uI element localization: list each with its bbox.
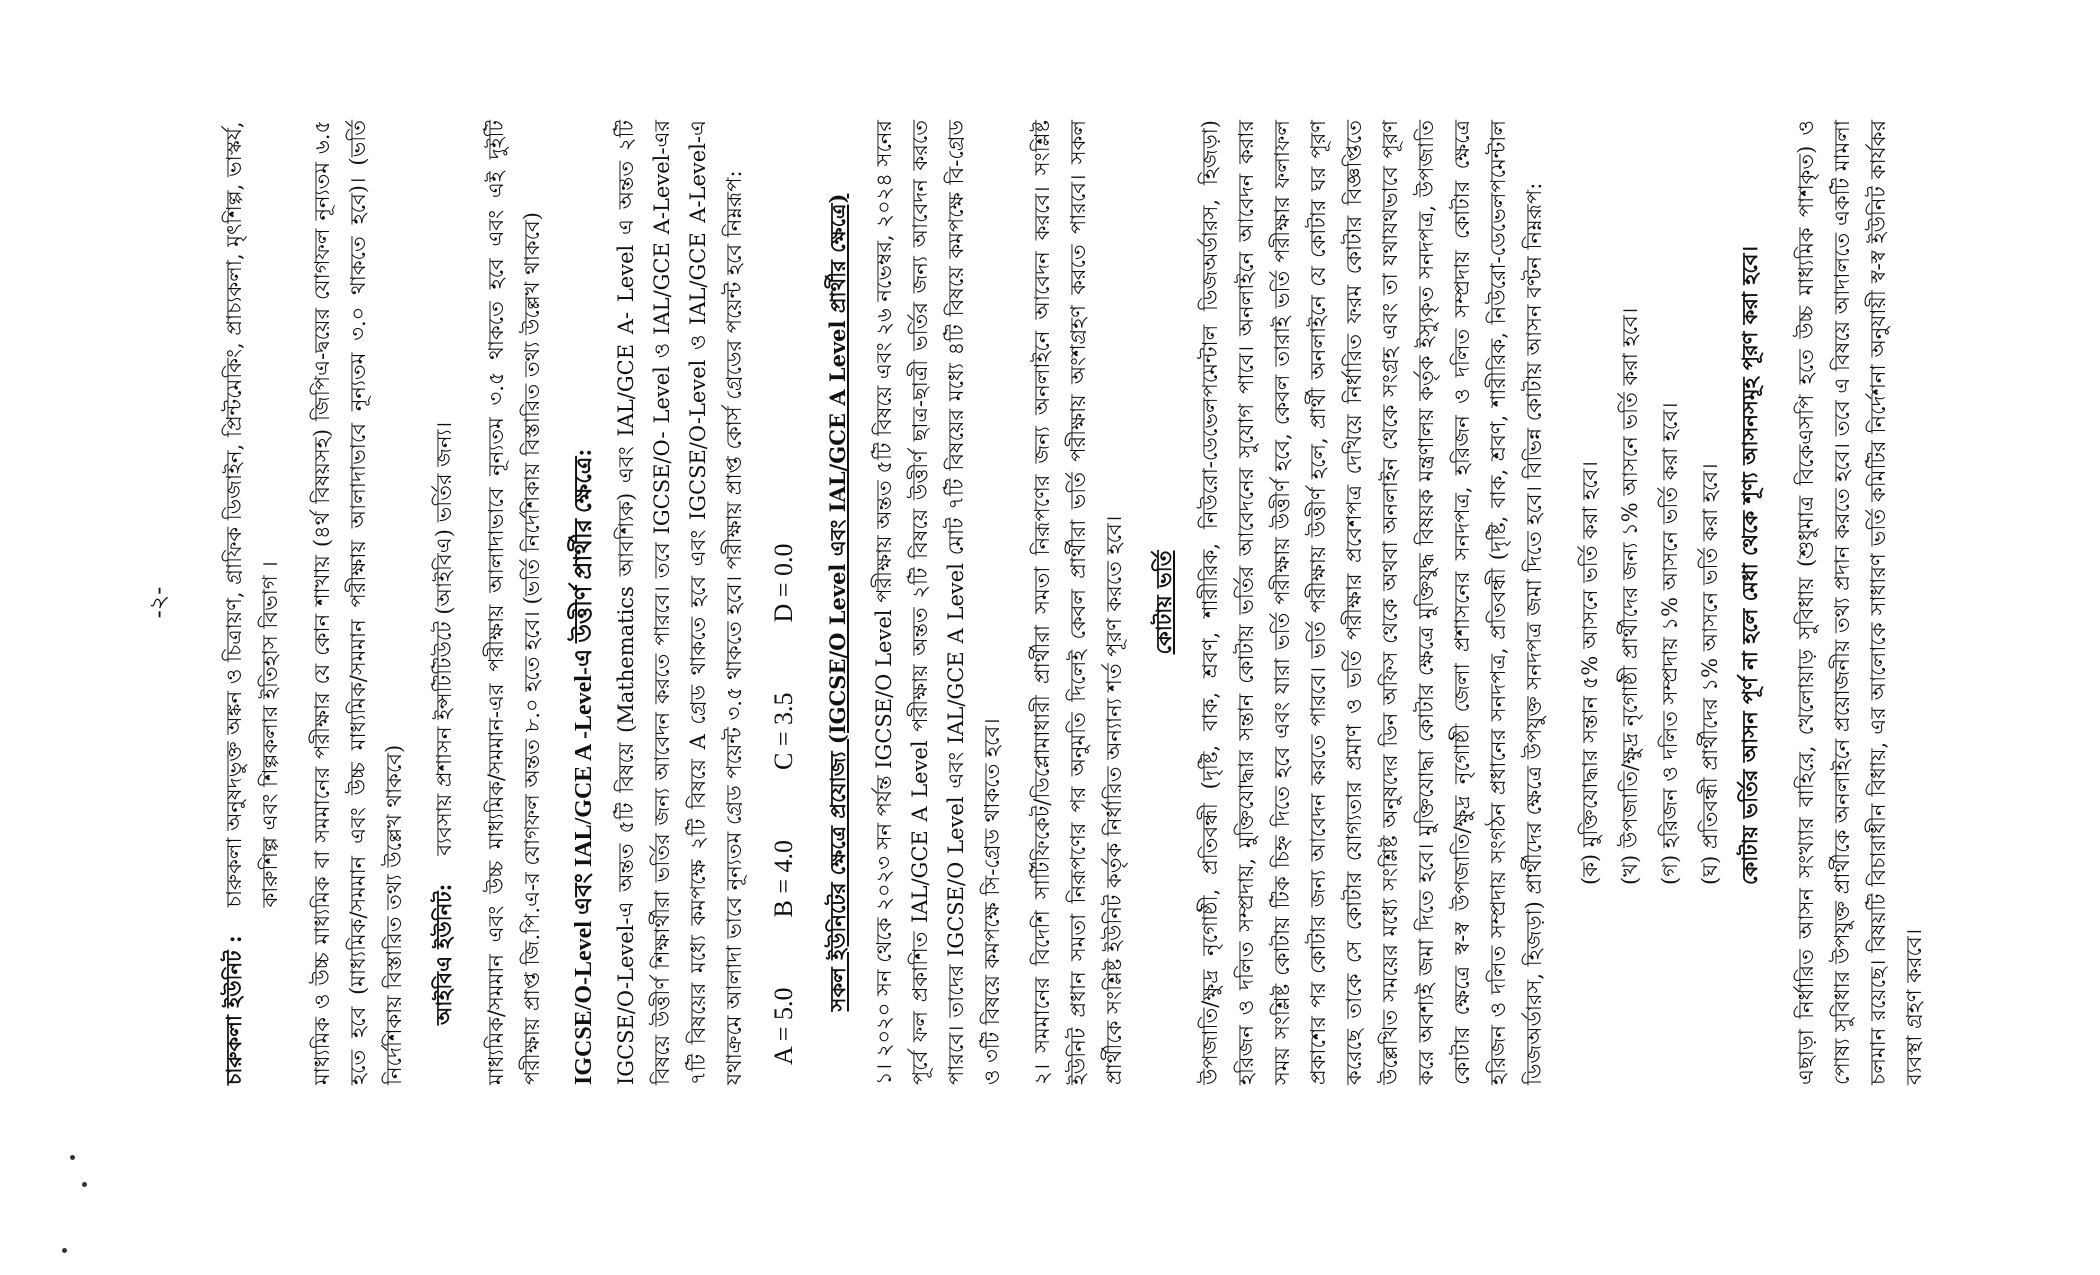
quota-item: (গ) হরিজন ও দলিত সম্প্রদায় ১% আসনে ভর্তি করা হবে। <box>1658 402 1682 885</box>
iba-label: আইবিএ ইউনিট: <box>431 883 456 1025</box>
quota-note: কোটায় ভর্তির আসন পূর্ণ না হলে মেধা থেকে শূণ্য আসনসমূহ পূরণ করা হবে। <box>1737 246 1762 885</box>
grade-a: A = 5.0 <box>769 987 798 1065</box>
closing-paragraph: এছাড়া নির্ধারিত আসন সংখ্যার বাহিরে, খেলোয়াড় সুবিধায় (শুধুমাত্র বিকেএসপি হতে উচ্চ মাধ্যমিক পাশকৃত) ও পোষ্য সুবিধার উপযুক্ত প্রার্থীকে অনলাইনে প্রয়োজনীয় তথ্য প্রদান করতে হবে। তবে এ বিষয়ে আদালতে একটি মামলা চলমান রয়েছে। বিষয়টি বিচারাধীন বিধায়, এর আলোকে সাধারণ ভর্তি কমিটির নির্দেশনা অনুযায়ী স্ব-স্ব ইউনিট কার্যকর ব্যবস্থা গ্রহণ করবে। <box>1794 120 1926 1085</box>
quota-heading: কোটায় ভর্তি <box>1151 550 1176 655</box>
quota-item: (ঘ) প্রতিবন্ধী প্রার্থীদের ১% আসনে ভর্তি করা হবে। <box>1698 463 1722 885</box>
all-units-point-2: ২। সমমানের বিদেশি সার্টিফিকেট/ডিপ্লোমাধারী প্রার্থীরা সমতা নিরূপণের জন্য অনলাইনে আবেদন করবে। সংশ্লিষ্ট ইউনিট প্রধান সমতা নিরূপণের পর অনুমতি দিলেই কেবল প্রার্থীরা ভর্তি পরীক্ষায় অংশগ্রহণ করতে পারবে। সকল প্রার্থীকে সংশ্লিষ্ট ইউনিট কর্তৃক নির্ধারিত অন্যান্য শর্ত পূরণ করতে হবে। <box>1030 120 1126 1085</box>
igcse-text: IGCSE/O-Level-এ অন্তত ৫টি বিষয়ে (Mathematics আবশ্যিক) এবং IAL/GCE A- Level এ অন্তত ২টি বিষয়ে উত্তীর্ণ শিক্ষার্থীরা ভর্তির জন্য আবেদন করতে পারবে। তবে IGCSE/O- Level ও IAL/GCE A-Level-এর ৭টি বিষয়ের মধ্যে কমপক্ষে ২টি বিষয়ে A গ্রেড থাকতে হবে এবং IGCSE/O-Level ও IAL/GCE A-Level-এ যথাক্রমে আলাদা ভাবে নূন্যতম গ্রেড পয়েন্ট ৩.৫ থাকতে হবে। পরীক্ষায় প্রাপ্ত কোর্স গ্রেডের পয়েন্ট হবে নিম্নরূপ: <box>614 120 746 1085</box>
quota-item: (ক) মুক্তিযোদ্ধার সন্তান ৫% আসনে ভর্তি করা হবে। <box>1578 461 1602 885</box>
iba-text: ব্যবসায় প্রশাসন ইন্সটিটিউটে (আইবিএ) ভর্তির জন্য। <box>432 421 456 856</box>
iba-requirement: মাধ্যমিক/সমমান এবং উচ্চ মাধ্যমিক/সমমান-এর পরীক্ষায় আলাদাভাবে নূন্যতম ৩.৫ থাকতে হবে এবং এই দুইটি পরীক্ষায় প্রাপ্ত জি.পি.এ-র যোগফল অন্তত ৮.০ হতে হবে। (ভর্তি নির্দেশিকায় বিস্তারিত তথ্য উল্লেখ থাকবে) <box>484 120 544 1085</box>
quota-item: (খ) উপজাতি/ক্ষুদ্র নৃগোষ্ঠী প্রার্থীদের জন্য ১% আসনে ভর্তি করা হবে। <box>1618 307 1642 885</box>
charukala-unit <box>216 120 288 1085</box>
charukala-text: চারুকলা অনুষদভুক্ত অঙ্কন ও চিত্রায়ণ, গ্রাফিক ডিজাইন, প্রিন্টমেকিং, প্রাচ্যকলা, মৃৎশিল্প, ভাস্কর্য, কারুশিল্প এবং শিল্পকলার ইতিহাস বিভাগ । <box>222 121 282 908</box>
gpa-requirement: মাধ্যমিক ও উচ্চ মাধ্যমিক বা সমমানের পরীক্ষার যে কোন শাখায় (৪র্থ বিষয়সহ) জিপিএ-দ্বয়ের যোগফল নূন্যতম ৬.৫ হতে হবে (মাধ্যমিক/সমমান এবং উচ্চ মাধ্যমিক/সমমান পরীক্ষায় আলাদাভাবে নূন্যতম ৩.০ থাকতে হবে)। (ভর্তি নির্দেশিকায় বিস্তারিত তথ্য উল্লেখ থাকবে) <box>310 120 406 1085</box>
all-units-point-1: ১। ২০২০ সন থেকে ২০২৩ সন পর্যন্ত IGCSE/O Level পরীক্ষায় অন্তত ৫টি বিষয়ে এবং ২৬ নভেম্বর, ২০২৪ সনের পূর্বে ফল প্রকাশিত IAL/GCE A Level পরীক্ষায় অন্তত ২টি বিষয়ে উত্তীর্ণ ছাত্র-ছাত্রী ভর্তির জন্য আবেদন করতে পারবে। তাদের IGCSE/O Level এবং IAL/GCE A Level মোট ৭টি বিষয়ের মধ্যে ৪টি বিষয়ে কমপক্ষে বি-গ্রেড ও ৩টি বিষয়ে কমপক্ষে সি-গ্রেড থাকতে হবে। <box>872 120 1004 1085</box>
grade-d: D = 0.0 <box>769 543 798 623</box>
igcse-heading: IGCSE/O-Level এবং IAL/GCE A -Level-এ উত্তীর্ণ প্রার্থীর ক্ষেত্রে: <box>571 448 597 1085</box>
all-units-heading: সকল ইউনিটের ক্ষেত্রে প্রযোজ্য (IGCSE/O Level এবং IAL/GCE A Level প্রার্থীর ক্ষেত্রে) <box>825 193 850 1012</box>
iba-unit <box>426 120 462 1025</box>
charukala-label: চারুকলা ইউনিট : <box>221 935 246 1085</box>
page-number: -২- <box>144 586 172 619</box>
quota-text: উপজাতি/ক্ষুদ্র নৃগোষ্ঠী, প্রতিবন্ধী (দৃষ্টি, বাক, শ্রবণ, শারীরিক, নিউরো-ডেভেলপমেন্টাল ডিজঅর্ডারস, হিজড়া) হরিজন ও দলিত সম্প্রদায়, মুক্তিযোদ্ধার সন্তান কোটায় ভর্তির আবেদনের সুযোগ পাবে। অনলাইনে আবেদন করার সময় সংশ্লিষ্ট কোটায় টিক চিহ্ন দিতে হবে এবং যারা ভর্তি পরীক্ষায় উত্তীর্ণ হবে, কেবল তারাই ভর্তি পরীক্ষার ফলাফল প্রকাশের পর কোটার জন্য আবেদন করতে পারবে। ভর্তি পরীক্ষায় উত্তীর্ণ হলে, প্রার্থী অনলাইনে যে কোটার ঘর পূরণ করেছে তাকে সে কোটার যোগ্যতার প্রমাণ ও ভর্তি পরীক্ষার প্রবেশপত্র দেখিয়ে নির্ধারিত ফরম কোটার বিজ্ঞপ্তিতে উল্লেখিত সময়ের মধ্যে সংশ্লিষ্ট অনুষদের ডিন অফিস থেকে অথবা অনলাইন থেকে সংগ্রহ এবং তা যথাযথভাবে পূরণ করে অবশ্যই জমা দিতে হবে। মুক্তিযোদ্ধা কোটার ক্ষেত্রে মুক্তিযুদ্ধ বিষয়ক মন্ত্রণালয় কর্তৃক ইস্যুকৃত সনদপত্র, উপজাতি কোটার ক্ষেত্রে স্ব-স্ব উপজাতি/ক্ষুদ্র নৃগোষ্ঠী জেলা প্রশাসনের সনদপত্র, হরিজন ও দলিত সম্প্রদায় কোটার ক্ষেত্রে হরিজন ও দলিত সম্প্রদায় সংগঠন প্রধানের সনদপত্র, প্রতিবন্ধী (দৃষ্টি, বাক, শ্রবণ, শারীরিক, নিউরো-ডেভেলপমেন্টাল ডিজঅর্ডারস, হিজড়া) প্রার্থীদের ক্ষেত্রে উপযুক্ত সনদপত্র জমা দিতে হবে। বিভিন্ন কোটায় আসন বণ্টন নিম্নরূপ: <box>1198 120 1546 1085</box>
grade-c: C = 3.5 <box>769 692 798 770</box>
grade-points <box>766 120 802 1065</box>
quota-list <box>1570 120 1770 885</box>
grade-b: B = 4.0 <box>769 839 798 918</box>
